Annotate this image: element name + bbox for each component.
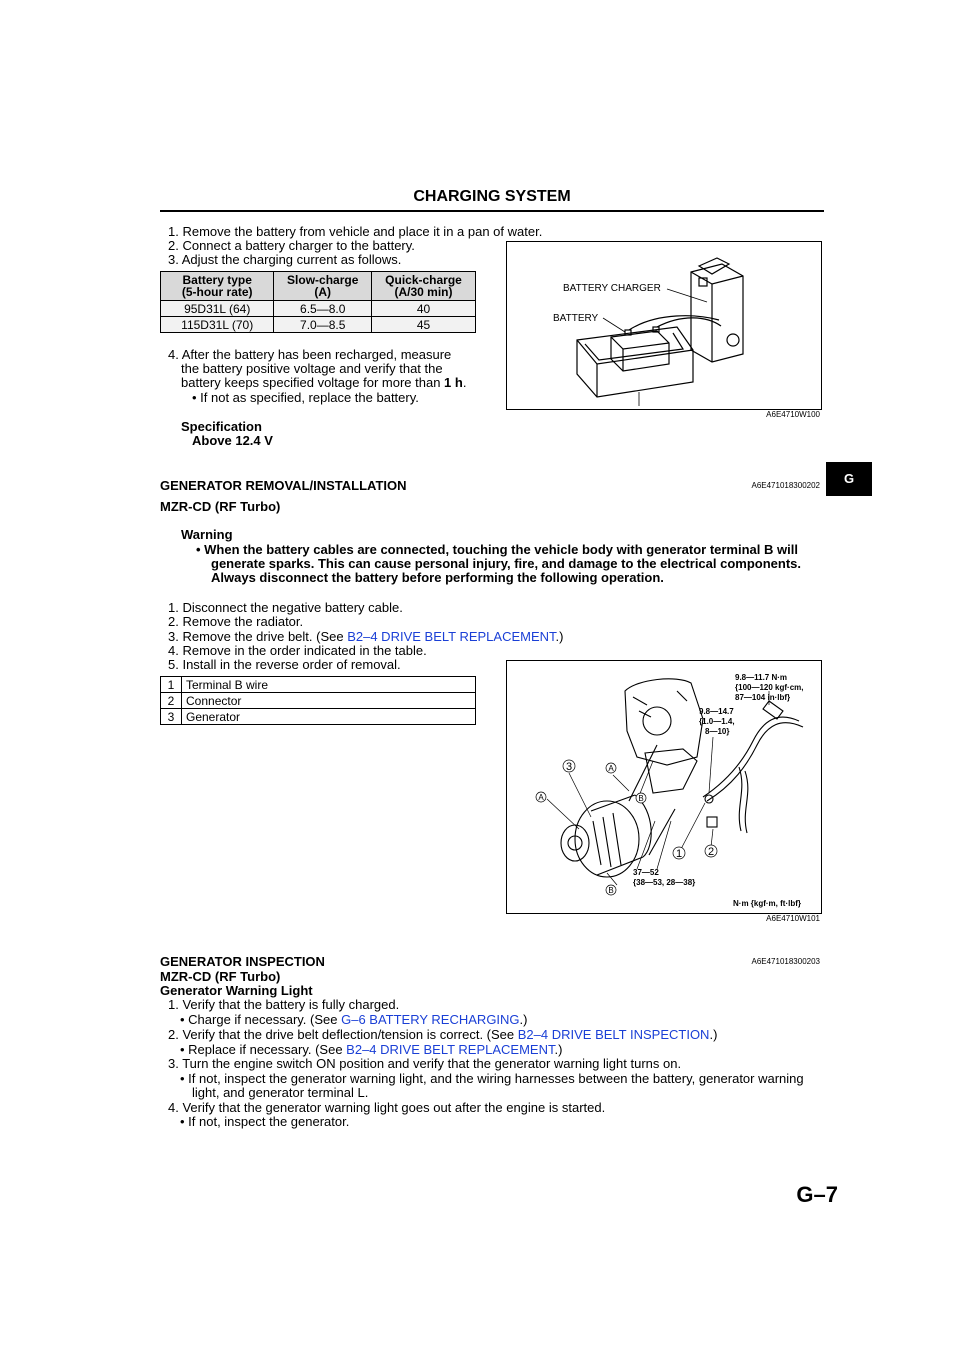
torque-1-line1: 9.8—11.7 N·m [735, 673, 788, 682]
recharge-step-4-line3: battery keeps specified voltage for more than 1 h. [181, 375, 467, 390]
charging-current-table [160, 271, 476, 333]
table-row [161, 709, 476, 725]
table-cell: 115D31L (70) [161, 317, 274, 333]
table-row [161, 301, 476, 317]
inspection-subheading: MZR-CD (RF Turbo) [160, 969, 281, 984]
generator-figure [506, 660, 822, 914]
table-cell: Connector [182, 693, 476, 709]
table-cell: 95D31L (64) [161, 301, 274, 317]
warning-line-3: Always disconnect the battery before performing the following operation. [211, 570, 664, 585]
label-battery: BATTERY [553, 313, 599, 324]
callout-a-lower: A [538, 793, 544, 802]
warning-line-1: • When the battery cables are connected, touching the vehicle body with generator terminal B will [196, 542, 798, 557]
recharge-step-4-line1: 4. After the battery has been recharged, measure [168, 347, 452, 362]
warning-label: Warning [181, 527, 233, 542]
inspection-step-3-bullet-line1: • If not, inspect the generator warning light, and the wiring harnesses between the battery, generator warning [180, 1071, 804, 1086]
inspection-step-3: 3. Turn the engine switch ON position and verify that the generator warning light turns on. [168, 1056, 682, 1071]
label-battery-charger: BATTERY CHARGER [563, 283, 661, 294]
removal-step-4: 4. Remove in the order indicated in the table. [168, 643, 427, 658]
removal-order-table [160, 676, 476, 725]
header-battery-type: Battery type (5-hour rate) [161, 272, 274, 301]
generator-illustration [507, 661, 821, 913]
removal-step-1: 1. Disconnect the negative battery cable. [168, 600, 403, 615]
header-quick-charge: Quick-charge (A/30 min) [372, 272, 476, 301]
callout-a-upper: A [608, 764, 614, 773]
table-cell: 2 [161, 693, 182, 709]
inspection-step-3-bullet-line2: light, and generator terminal L. [192, 1085, 369, 1100]
inspection-step-1: 1. Verify that the battery is fully charged. [168, 997, 400, 1012]
inspection-subheading-2: Generator Warning Light [160, 983, 313, 998]
inspection-step-2: 2. Verify that the drive belt deflection/tension is correct. (See B2–4 DRIVE BELT INSPECTION.) [168, 1027, 718, 1042]
torque-2-line2: {1.0—1.4, [699, 717, 735, 726]
figure-code: A6E4710W101 [766, 914, 820, 923]
removal-code: A6E471018300202 [751, 481, 820, 490]
link-battery-recharging[interactable]: G–6 BATTERY RECHARGING [341, 1012, 520, 1027]
torque-units: N·m {kgf·m, ft·lbf} [733, 899, 801, 908]
table-row [161, 317, 476, 333]
callout-1: 1 [675, 848, 683, 860]
table-cell: 1 [161, 677, 182, 693]
removal-subheading: MZR-CD (RF Turbo) [160, 499, 281, 514]
removal-step-3: 3. Remove the drive belt. (See B2–4 DRIVE BELT REPLACEMENT.) [168, 629, 564, 644]
recharge-step-1: 1. Remove the battery from vehicle and place it in a pan of water. [168, 224, 543, 239]
torque-1-line2: {100—120 kgf·cm, [735, 683, 804, 692]
section-tab-g[interactable]: G [826, 462, 872, 496]
battery-charger-illustration [507, 242, 821, 409]
removal-step-5: 5. Install in the reverse order of removal. [168, 657, 401, 672]
link-drive-belt-replacement[interactable]: B2–4 DRIVE BELT REPLACEMENT [346, 1042, 555, 1057]
table-cell: 6.5—8.0 [274, 301, 372, 317]
recharge-step-4-line2: the battery positive voltage and verify that the [181, 361, 443, 376]
table-cell: 3 [161, 709, 182, 725]
page-title: CHARGING SYSTEM [413, 188, 571, 205]
callout-2: 2 [707, 846, 715, 858]
spec-value: Above 12.4 V [192, 433, 273, 448]
inspection-code: A6E471018300203 [751, 957, 820, 966]
table-cell: 40 [372, 301, 476, 317]
table-header-row [161, 272, 476, 301]
page-number: G–7 [796, 1182, 838, 1207]
recharge-step-2: 2. Connect a battery charger to the battery. [168, 238, 415, 253]
recharge-step-4-bullet: • If not as specified, replace the battery. [192, 390, 419, 405]
battery-charger-figure [506, 241, 822, 410]
torque-3-line2: {38—53, 28—38} [633, 878, 696, 887]
recharge-step-3: 3. Adjust the charging current as follows. [168, 252, 402, 267]
torque-1-line3: 87—104 in·lbf} [735, 693, 791, 702]
inspection-step-4: 4. Verify that the generator warning light goes out after the engine is started. [168, 1100, 606, 1115]
header-rule [160, 210, 824, 212]
inspection-heading: GENERATOR INSPECTION [160, 954, 325, 969]
inspection-step-4-bullet: • If not, inspect the generator. [180, 1114, 350, 1129]
inspection-step-2-bullet: • Replace if necessary. (See B2–4 DRIVE BELT REPLACEMENT.) [180, 1042, 563, 1057]
table-cell: 45 [372, 317, 476, 333]
link-drive-belt-replacement[interactable]: B2–4 DRIVE BELT REPLACEMENT [347, 629, 556, 644]
callout-b-upper: B [638, 794, 644, 803]
removal-step-2: 2. Remove the radiator. [168, 614, 304, 629]
torque-3-line1: 37—52 [633, 868, 659, 877]
warning-line-2: generate sparks. This can cause personal injury, fire, and damage to the electrical components. [211, 556, 802, 571]
spec-label: Specification [181, 419, 262, 434]
link-drive-belt-inspection[interactable]: B2–4 DRIVE BELT INSPECTION [517, 1027, 710, 1042]
figure-code: A6E4710W100 [766, 410, 820, 419]
table-row [161, 693, 476, 709]
table-cell: 7.0—8.5 [274, 317, 372, 333]
table-cell: Generator [182, 709, 476, 725]
removal-heading: GENERATOR REMOVAL/INSTALLATION [160, 478, 407, 493]
table-row [161, 677, 476, 693]
callout-b-lower: B [608, 886, 614, 895]
inspection-step-1-bullet: • Charge if necessary. (See G–6 BATTERY RECHARGING.) [180, 1012, 528, 1027]
table-cell: Terminal B wire [182, 677, 476, 693]
header-slow-charge: Slow-charge (A) [274, 272, 372, 301]
torque-2-line3: 8—10} [705, 727, 730, 736]
callout-3: 3 [565, 761, 573, 773]
torque-2-line1: 9.8—14.7 [699, 707, 734, 716]
